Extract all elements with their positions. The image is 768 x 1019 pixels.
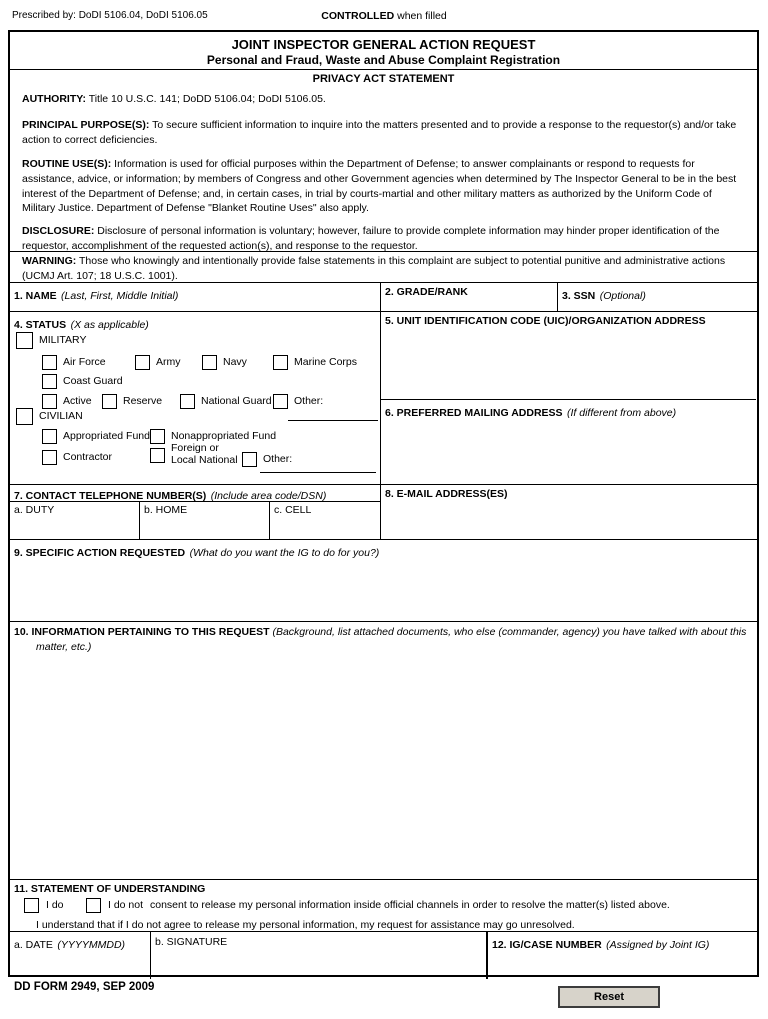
home-phone-field bbox=[139, 502, 269, 540]
mailing-address-label: 6. PREFERRED MAILING ADDRESS (If different from above) bbox=[385, 407, 677, 419]
authority-paragraph bbox=[22, 92, 745, 107]
routine-use-text: Information is used for official purposes within the Department of Defense; to answer complainants or respond to requests for assistance, advice, or information; by members of Congress and other Government agencies when determined by The Inspector General to be in the best interest of the Department of Defense; and, in certain cases, in trial by courts-martial and other military matters as authorized by the Uniform Code of Military Justice. Department of Defense "Blanket Routine Uses" also apply. bbox=[22, 157, 737, 215]
name-field bbox=[10, 283, 380, 311]
duty-phone-input[interactable] bbox=[10, 516, 139, 538]
email-field bbox=[380, 485, 756, 539]
authority-label: AUTHORITY: bbox=[22, 93, 86, 105]
ssn-label: 3. SSN (Optional) bbox=[562, 290, 646, 302]
date-label: a. DATE (YYYYMMDD) bbox=[14, 939, 126, 951]
mailing-address-field bbox=[381, 400, 756, 485]
warning-text: Those who knowingly and intentionally provide false statements in this complaint are subject to potential punitive and administrative actions (UCMJ Art. 107; 18 U.S.C. 1001). bbox=[22, 255, 726, 282]
national-guard-checkbox[interactable] bbox=[180, 394, 195, 409]
consent-row bbox=[24, 898, 744, 914]
appropriated-fund-checkbox[interactable] bbox=[42, 429, 57, 444]
navy-label: Navy bbox=[223, 356, 247, 368]
specific-action-input[interactable] bbox=[10, 556, 757, 620]
i-do-checkbox[interactable] bbox=[24, 898, 39, 913]
row-name-grade-ssn bbox=[10, 283, 757, 312]
coast-guard-label: Coast Guard bbox=[63, 375, 123, 387]
civilian-other-checkbox[interactable] bbox=[242, 452, 257, 467]
authority-text: Title 10 U.S.C. 141; DoDD 5106.04; DoDI 5106.05. bbox=[85, 93, 326, 105]
home-phone-input[interactable] bbox=[140, 516, 269, 538]
uic-mailing-column bbox=[380, 312, 756, 484]
status-field bbox=[10, 312, 380, 484]
civilian-label: CIVILIAN bbox=[39, 410, 83, 422]
ssn-input[interactable] bbox=[558, 297, 756, 312]
form-title-box bbox=[10, 32, 757, 70]
prescribed-by-text: Prescribed by: DoDI 5106.04, DoDI 5106.05 bbox=[12, 10, 208, 21]
signature-field bbox=[150, 932, 486, 979]
army-label: Army bbox=[156, 356, 181, 368]
military-checkbox[interactable] bbox=[16, 332, 33, 349]
controlled-label: CONTROLLED bbox=[321, 10, 395, 22]
military-other-checkbox[interactable] bbox=[273, 394, 288, 409]
controlled-banner bbox=[0, 10, 768, 22]
cell-phone-field bbox=[269, 502, 380, 540]
marine-corps-label: Marine Corps bbox=[294, 356, 358, 368]
principal-purpose-paragraph bbox=[22, 118, 745, 148]
email-label: 8. E-MAIL ADDRESS(ES) bbox=[385, 488, 508, 500]
disclosure-label: DISCLOSURE: bbox=[22, 225, 95, 238]
reserve-label: Reserve bbox=[123, 395, 163, 407]
email-input[interactable] bbox=[381, 501, 756, 538]
warning-label: WARNING: bbox=[22, 255, 77, 267]
nonappropriated-fund-label: Nonappropriated Fund bbox=[171, 430, 277, 442]
civilian-checkbox[interactable] bbox=[16, 408, 33, 425]
foreign-local-national-label: Foreign or Local National bbox=[171, 442, 238, 466]
understand-text: I understand that if I do not agree to release my personal information, my request for assistance may go unresolved. bbox=[36, 919, 575, 931]
row-phone-email bbox=[10, 485, 757, 540]
home-phone-label: b. HOME bbox=[144, 504, 188, 516]
statement-label: 11. STATEMENT OF UNDERSTANDING bbox=[14, 883, 206, 895]
specific-action-field bbox=[10, 540, 757, 622]
duty-phone-field bbox=[10, 502, 139, 540]
date-input[interactable] bbox=[10, 948, 150, 978]
status-label: 4. STATUS (X as applicable) bbox=[14, 319, 149, 331]
date-field bbox=[10, 932, 150, 979]
form-title: JOINT INSPECTOR GENERAL ACTION REQUEST bbox=[231, 37, 536, 52]
i-do-not-label: I do not bbox=[108, 899, 144, 911]
name-label: 1. NAME (Last, First, Middle Initial) bbox=[14, 290, 179, 302]
row-date-signature-case bbox=[10, 932, 757, 979]
routine-use-paragraph bbox=[22, 157, 745, 217]
air-force-label: Air Force bbox=[63, 356, 106, 368]
i-do-label: I do bbox=[46, 899, 64, 911]
principal-purpose-text: To secure sufficient information to inquire into the matters presented and to provide a response to the requestor(s) and/or take action to correct deficiencies. bbox=[22, 118, 737, 146]
military-other-input[interactable] bbox=[288, 420, 378, 421]
disclosure-paragraph bbox=[22, 224, 745, 254]
contractor-label: Contractor bbox=[63, 451, 113, 463]
statement-of-understanding bbox=[10, 880, 757, 932]
military-label: MILITARY bbox=[39, 334, 87, 346]
principal-purpose-label: PRINCIPAL PURPOSE(S): bbox=[22, 118, 150, 131]
reserve-checkbox[interactable] bbox=[102, 394, 117, 409]
specific-action-label: 9. SPECIFIC ACTION REQUESTED (What do you want the IG to do for you?) bbox=[14, 547, 380, 559]
ig-case-number-label: 12. IG/CASE NUMBER (Assigned by Joint IG) bbox=[492, 939, 710, 951]
page-header bbox=[0, 10, 768, 26]
controlled-suffix: when filled bbox=[394, 10, 447, 22]
uic-label: 5. UNIT IDENTIFICATION CODE (UIC)/ORGANIZATION ADDRESS bbox=[385, 315, 706, 327]
reset-button[interactable]: Reset bbox=[558, 986, 660, 1008]
grade-rank-label: 2. GRADE/RANK bbox=[385, 286, 468, 298]
civilian-other-input[interactable] bbox=[260, 472, 376, 473]
coast-guard-checkbox[interactable] bbox=[42, 374, 57, 389]
active-checkbox[interactable] bbox=[42, 394, 57, 409]
phone-sub-row bbox=[10, 502, 380, 540]
ig-case-number-input[interactable] bbox=[488, 948, 756, 978]
phone-label: 7. CONTACT TELEPHONE NUMBER(S) (Include area code/DSN) bbox=[10, 485, 380, 502]
military-other-label: Other: bbox=[294, 395, 324, 407]
active-label: Active bbox=[63, 395, 92, 407]
information-label: 10. INFORMATION PERTAINING TO THIS REQUEST (Background, list attached documents, who else (commander, agency) you have talked with about this matter, etc.) bbox=[14, 626, 747, 653]
consent-text: consent to release my personal information inside official channels in order to resolve the matter(s) listed above. bbox=[150, 899, 670, 911]
civilian-other-label: Other: bbox=[263, 453, 293, 465]
information-input[interactable] bbox=[10, 654, 757, 878]
form-number: DD FORM 2949, SEP 2009 bbox=[14, 981, 155, 993]
mailing-address-input[interactable] bbox=[381, 328, 756, 395]
duty-phone-label: a. DUTY bbox=[14, 504, 55, 516]
cell-phone-input[interactable] bbox=[270, 516, 380, 538]
warning-paragraph bbox=[22, 254, 745, 284]
marine-corps-checkbox[interactable] bbox=[273, 355, 288, 370]
ig-case-number-field bbox=[486, 932, 756, 979]
signature-label: b. SIGNATURE bbox=[155, 936, 228, 948]
contractor-checkbox[interactable] bbox=[42, 450, 57, 465]
privacy-act-statement bbox=[10, 70, 757, 252]
row-status-uic bbox=[10, 312, 757, 485]
information-field bbox=[10, 622, 757, 880]
army-checkbox[interactable] bbox=[135, 355, 150, 370]
warning-box bbox=[10, 252, 757, 283]
cell-phone-label: c. CELL bbox=[274, 504, 312, 516]
phone-field bbox=[10, 485, 380, 539]
dd-form-2949 bbox=[8, 30, 759, 977]
nonappropriated-fund-checkbox[interactable] bbox=[150, 429, 165, 444]
navy-checkbox[interactable] bbox=[202, 355, 217, 370]
air-force-checkbox[interactable] bbox=[42, 355, 57, 370]
signature-input[interactable] bbox=[151, 948, 486, 978]
routine-use-label: ROUTINE USE(S): bbox=[22, 157, 112, 170]
grade-rank-input[interactable] bbox=[381, 297, 557, 312]
appropriated-fund-label: Appropriated Fund bbox=[63, 430, 150, 442]
ssn-field bbox=[557, 283, 756, 311]
disclosure-text: Disclosure of personal information is voluntary; however, failure to provide complete information may hinder proper identification of the requestor, accomplishment of the requested action(s), and response to the requestor. bbox=[22, 225, 720, 253]
national-guard-label: National Guard bbox=[201, 395, 272, 407]
name-input[interactable] bbox=[10, 297, 380, 312]
form-subtitle: Personal and Fraud, Waste and Abuse Complaint Registration bbox=[206, 53, 561, 67]
foreign-local-national-checkbox[interactable] bbox=[150, 448, 165, 463]
i-do-not-checkbox[interactable] bbox=[86, 898, 101, 913]
grade-rank-field bbox=[380, 283, 557, 311]
privacy-heading: PRIVACY ACT STATEMENT bbox=[312, 73, 455, 85]
